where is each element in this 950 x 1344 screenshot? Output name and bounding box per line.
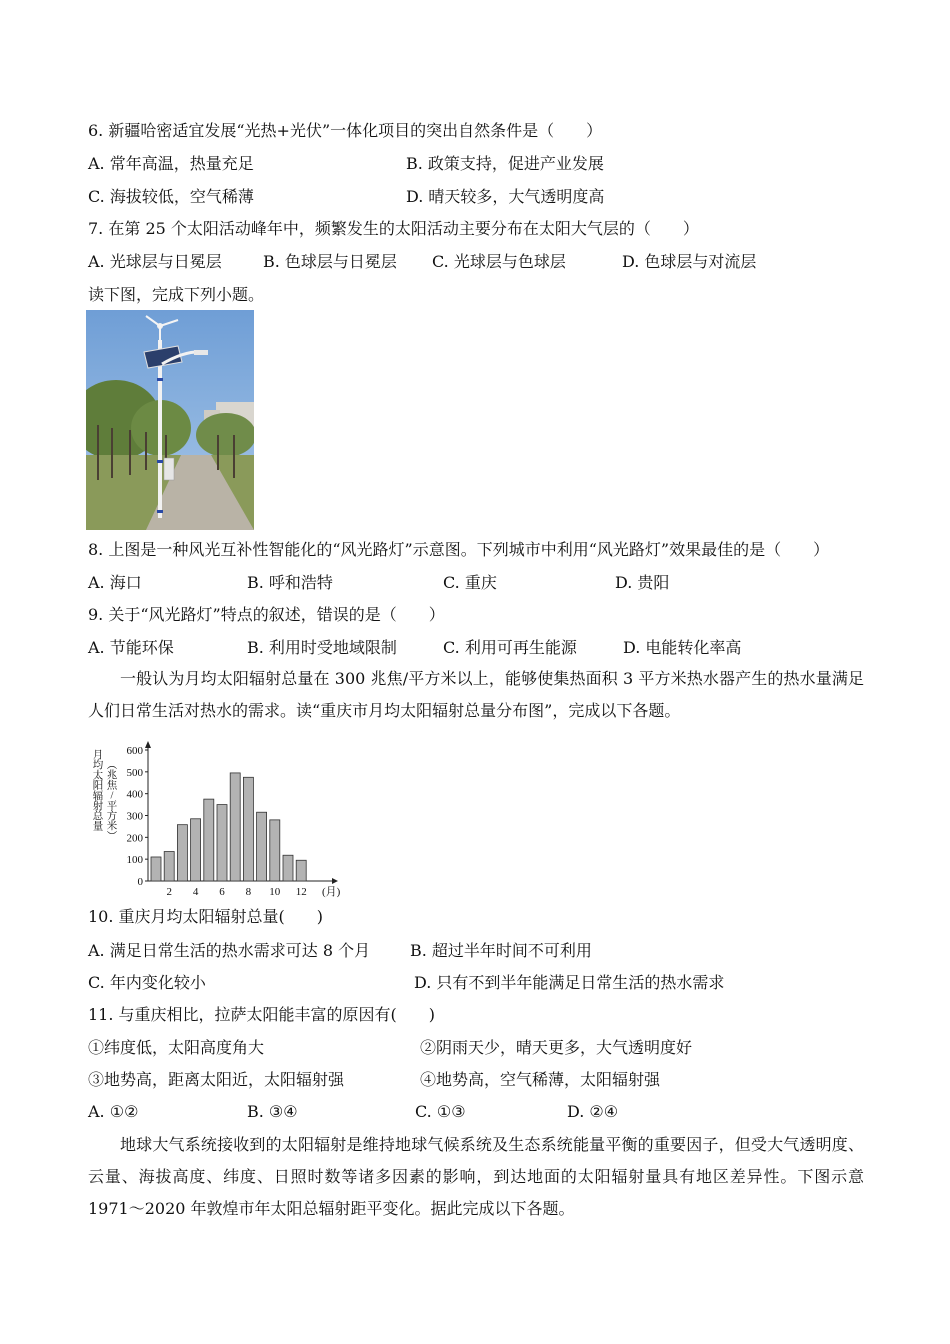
q10-option-b: B. 超过半年时间不可利用	[410, 941, 592, 960]
bar-month-2	[164, 852, 174, 881]
bar-month-9	[257, 812, 267, 881]
q9-option-d: D. 电能转化率高	[623, 638, 742, 657]
q11-option-b: B. ③④	[247, 1102, 298, 1121]
x-tick-label: 12	[295, 886, 307, 898]
y-tick-label: 200	[126, 832, 143, 845]
x-tick-label: 2	[166, 886, 172, 898]
q8-option-c: C. 重庆	[443, 573, 497, 592]
q11-option-c: C. ①③	[415, 1102, 466, 1121]
y-label-char: 平	[106, 800, 118, 812]
q7-option-c: C. 光球层与色球层	[432, 252, 566, 271]
q8-stem: 8. 上图是一种风光互补性智能化的“风光路灯”示意图。下列城市中利用“风光路灯”效果最佳的是（ ）	[88, 540, 830, 559]
y-label-char: ︶	[106, 831, 118, 843]
q6-stem: 6. 新疆哈密适宜发展“光热+光伏”一体化项目的突出自然条件是（ ）	[88, 121, 603, 140]
q10-option-d: D. 只有不到半年能满足日常生活的热水需求	[414, 973, 725, 992]
q9-option-a: A. 节能环保	[88, 638, 174, 657]
q6-option-b: B. 政策支持，促进产业发展	[406, 154, 604, 173]
y-label-char: 方	[106, 811, 118, 822]
chart-svg	[86, 738, 356, 898]
y-label-char: 量	[92, 821, 104, 833]
q8-option-b: B. 呼和浩特	[247, 573, 333, 592]
q11-statement-2: ②阴雨天少，晴天更多，大气透明度好	[420, 1038, 693, 1057]
bar-month-10	[270, 820, 280, 881]
q9-option-c: C. 利用可再生能源	[443, 638, 577, 657]
q7-stem: 7. 在第 25 个太阳活动峰年中，频繁发生的太阳活动主要分布在太阳大气层的（ ）	[88, 219, 699, 238]
x-tick-label: 8	[245, 886, 252, 898]
y-label-char: 焦	[106, 780, 118, 792]
y-label-char: 米	[106, 821, 118, 833]
bar-month-1	[151, 857, 161, 881]
y-tick-label: 300	[126, 810, 143, 823]
q11-statement-1: ①纬度低，太阳高度角大	[88, 1038, 265, 1057]
y-label-char: ︵	[106, 760, 118, 771]
y-label-char: 射	[92, 801, 104, 812]
q10-option-c: C. 年内变化较小	[88, 973, 206, 992]
q6-option-d: D. 晴天较多，大气透明度高	[406, 187, 605, 206]
y-tick-label: 500	[126, 766, 143, 779]
y-label-char: 阳	[92, 780, 104, 792]
bar-month-7	[230, 773, 240, 881]
q6-option-a: A. 常年高温，热量充足	[88, 154, 254, 173]
q8-option-d: D. 贵阳	[615, 573, 670, 592]
y-tick-label: 600	[126, 745, 143, 757]
bar-month-11	[283, 855, 293, 881]
y-axis-label	[93, 749, 118, 842]
x-tick-label: 6	[219, 886, 225, 898]
q8-option-a: A. 海口	[88, 573, 142, 592]
y-label-char: 辐	[92, 790, 104, 802]
bar-month-12	[296, 860, 306, 881]
q9-stem: 9. 关于“风光路灯”特点的叙述，错误的是（ ）	[88, 605, 445, 624]
bar-month-5	[204, 799, 214, 881]
x-tick-label: 10	[269, 886, 281, 898]
x-tick-label: 4	[192, 886, 199, 898]
bar-month-8	[243, 777, 253, 881]
bar-month-6	[217, 805, 227, 881]
read-figure-instruction: 读下图，完成下列小题。	[88, 285, 265, 304]
bar-month-4	[191, 819, 201, 881]
y-tick-label: 100	[126, 854, 143, 867]
x-axis-arrow	[332, 878, 338, 884]
intro-paragraph-chongqing: 一般认为月均太阳辐射总量在 300 兆焦/平方米以上，能够使集热面积 3 平方米热水器产生的热水量满足人们日常生活对热水的需求。读“重庆市月均太阳辐射总量分布图”，完成以下各题。	[88, 669, 864, 720]
bar-month-3	[177, 825, 187, 881]
q7-option-a: A. 光球层与日冕层	[88, 252, 222, 271]
q11-option-d: D. ②④	[567, 1102, 619, 1121]
chongqing-radiation-chart	[86, 738, 356, 898]
q7-option-d: D. 色球层与对流层	[622, 252, 757, 271]
q11-option-a: A. ①②	[88, 1102, 139, 1121]
q9-option-b: B. 利用时受地域限制	[247, 638, 397, 657]
wind-solar-street-lamp-photo	[86, 310, 254, 530]
q10-option-a: A. 满足日常生活的热水需求可达 8 个月	[88, 941, 371, 960]
y-label-char: 月	[92, 750, 104, 761]
intro-paragraph-dunhuang: 地球大气系统接收到的太阳辐射是维持地球气候系统及生态系统能量平衡的重要因子，但受大气透明度、云量、海拔高度、纬度、日照时数等诸多因素的影响，到达地面的太阳辐射量具有地区差异性。下图示意 1971～2020 年敦煌市年太阳总辐射距平变化。据此完成以下各题。	[88, 1135, 864, 1218]
q11-statement-3: ③地势高，距离太阳近，太阳辐射强	[88, 1070, 345, 1089]
q11-stem: 11. 与重庆相比，拉萨太阳能丰富的原因有( )	[88, 1005, 436, 1024]
q11-statement-4: ④地势高，空气稀薄，太阳辐射强	[420, 1070, 661, 1089]
x-axis-unit-label: (月)	[322, 886, 341, 898]
y-axis-arrow	[145, 741, 151, 748]
y-label-char: 兆	[106, 770, 118, 782]
q6-option-c: C. 海拔较低，空气稀薄	[88, 187, 254, 206]
y-tick-label: 0	[137, 876, 143, 888]
y-label-char: 太	[92, 770, 104, 782]
q7-option-b: B. 色球层与日冕层	[263, 252, 397, 271]
y-label-char: /	[110, 790, 114, 802]
y-label-char: 均	[92, 760, 104, 772]
q10-stem: 10. 重庆月均太阳辐射总量( )	[88, 907, 324, 926]
y-tick-label: 400	[126, 788, 143, 801]
y-label-char: 总	[92, 811, 104, 823]
